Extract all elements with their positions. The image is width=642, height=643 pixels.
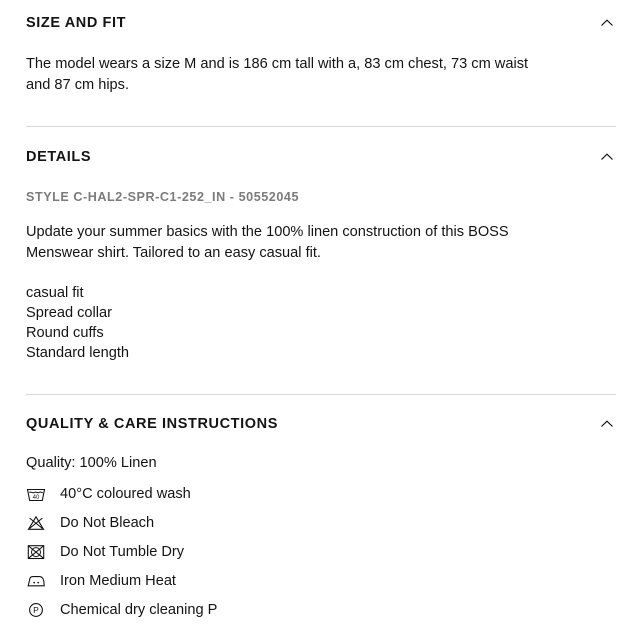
care-label: Chemical dry cleaning P — [60, 601, 218, 618]
section-header-size-and-fit[interactable] — [26, 14, 616, 32]
list-item: Round cuffs — [26, 325, 104, 341]
chevron-up-icon[interactable] — [598, 14, 616, 32]
section-size-and-fit — [0, 0, 642, 96]
section-header-quality-care[interactable] — [26, 415, 616, 433]
svg-text:P: P — [33, 604, 39, 615]
care-label: Iron Medium Heat — [60, 572, 176, 589]
section-quality-care — [0, 395, 642, 624]
care-label: Do Not Bleach — [60, 514, 155, 531]
details-bullet-list — [26, 283, 616, 363]
do-not-bleach-icon — [26, 513, 48, 533]
chevron-up-icon[interactable] — [598, 148, 616, 166]
wash-40-icon — [26, 484, 48, 504]
section-header-details[interactable] — [26, 148, 616, 166]
care-label: Do Not Tumble Dry — [60, 543, 185, 560]
chemical-dry-clean-p-icon — [26, 600, 48, 620]
list-item: Spread collar — [26, 305, 112, 321]
style-code: STYLE C-HAL2-SPR-C1-252_IN - 50552045 — [26, 190, 300, 204]
list-item — [26, 537, 616, 566]
quality-text: Quality: 100% Linen — [26, 455, 157, 471]
list-item: casual fit — [26, 285, 84, 301]
iron-medium-heat-icon — [26, 571, 48, 591]
list-item — [26, 479, 616, 508]
section-title-quality-care: QUALITY & CARE INSTRUCTIONS — [26, 416, 278, 432]
do-not-tumble-dry-icon — [26, 542, 48, 562]
svg-text:40: 40 — [32, 494, 40, 501]
size-and-fit-text: The model wears a size M and is 186 cm tall with a, 83 cm chest, 73 cm waist and 87 cm hips. — [26, 56, 529, 93]
list-item: Standard length — [26, 345, 130, 361]
list-item — [26, 508, 616, 537]
section-title-size-and-fit: SIZE AND FIT — [26, 15, 127, 31]
care-label: 40°C coloured wash — [60, 485, 191, 502]
details-description: Update your summer basics with the 100% linen construction of this BOSS Menswear shirt. Tailored to an easy casual fit. — [26, 224, 509, 261]
list-item — [26, 595, 616, 624]
chevron-up-icon[interactable] — [598, 415, 616, 433]
section-title-details: DETAILS — [26, 149, 92, 165]
list-item — [26, 566, 616, 595]
care-instructions-list — [26, 479, 616, 624]
section-details — [0, 127, 642, 363]
